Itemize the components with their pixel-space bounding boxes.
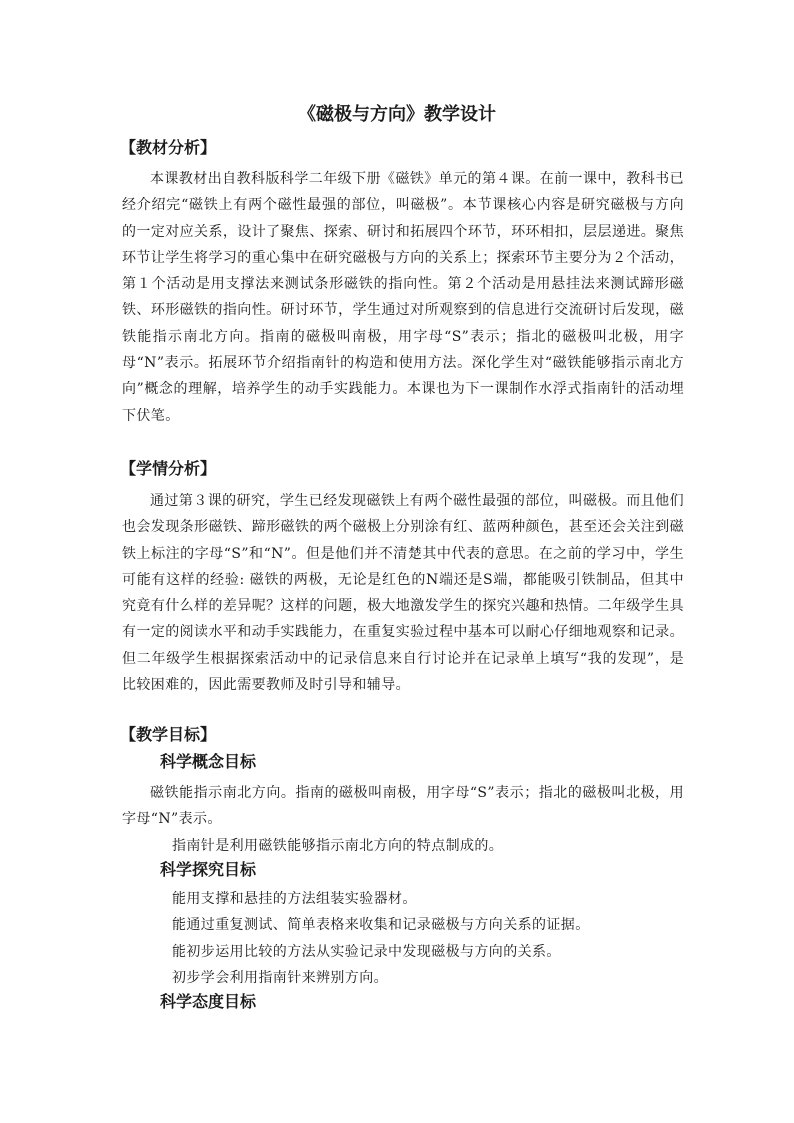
inquiry-goal-item: 初步学会利用指南针来辨别方向。 bbox=[172, 970, 388, 986]
section-heading-materials: 【教材分析】 bbox=[120, 138, 217, 157]
materials-paragraph: 本课教材出自教科版科学二年级下册《磁铁》单元的第４课。在前一课中，教科书已经介绍完“磁铁上有两个磁性最强的部位，叫磁极”。本节课核心内容是研究磁极与方向的一定对应关系，设计了聚焦、探索、研讨和拓展四个环节，环环相扣，层层递进。聚焦环节让学生将学习的重心集中在研究磁极与方向的关系上；探索环节主要分为２个活动，第１个活动是用支撑法来测试条形磁铁的指向性。第２个活动是用悬挂法来测试蹄形磁铁、环形磁铁的指向性。研讨环节，学生通过对所观察到的信息进行交流研讨后发现，磁铁能指示南北方向。指南的磁极叫南极，用字母“S”表示；指北的磁极叫北极，用字母“N”表示。拓展环节介绍指南针的构造和使用方法。深化学生对“磁铁能够指示南北方向”概念的理解，培养学生的动手实践能力。本课也为下一课制作水浮式指南针的活动埋下伏笔。 bbox=[122, 171, 684, 424]
subheading-concept-goals: 科学概念目标 bbox=[160, 752, 257, 771]
section-heading-students: 【学情分析】 bbox=[120, 459, 217, 478]
subheading-attitude-goals: 科学态度目标 bbox=[160, 992, 257, 1011]
subheading-inquiry-goals: 科学探究目标 bbox=[160, 860, 257, 879]
document-title: 《磁极与方向》教学设计 bbox=[298, 104, 496, 125]
concept-goals-paragraph: 磁铁能指示南北方向。指南的磁极叫南极，用字母“S”表示；指北的磁极叫北极，用字母“N”表示。 bbox=[122, 785, 684, 828]
inquiry-goal-item: 能通过重复测试、简单表格来收集和记录磁极与方向关系的证据。 bbox=[172, 917, 590, 933]
concept-goals-line: 指南针是利用磁铁能够指示南北方向的特点制成的。 bbox=[172, 838, 504, 854]
section-heading-goals: 【教学目标】 bbox=[120, 725, 217, 744]
inquiry-goal-item: 能用支撑和悬挂的方法组装实验器材。 bbox=[172, 891, 417, 907]
students-paragraph: 通过第３课的研究，学生已经发现磁铁上有两个磁性最强的部位，叫磁极。而且他们也会发现条形磁铁、蹄形磁铁的两个磁极上分别涂有红、蓝两种颜色，甚至还会关注到磁铁上标注的字母“S”和“N”。但是他们并不清楚其中代表的意思。在之前的学习中，学生可能有这样的经验: 磁铁的两极，无论是红色的N端还是S端，都能吸引铁制品，但其中究竟有什么样的差异呢？这样的问题，极大地激发学生的探究兴趣和热情。二年级学生具有一定的阅读水平和动手实践能力，在重复实验过程中基本可以耐心仔细地观察和记录。但二年级学生根据探索活动中的记录信息来自行讨论并在记录单上填写“我的发现”，是比较困难的，因此需要教师及时引导和辅导。 bbox=[122, 493, 684, 694]
inquiry-goal-item: 能初步运用比较的方法从实验记录中发现磁极与方向的关系。 bbox=[172, 944, 561, 960]
